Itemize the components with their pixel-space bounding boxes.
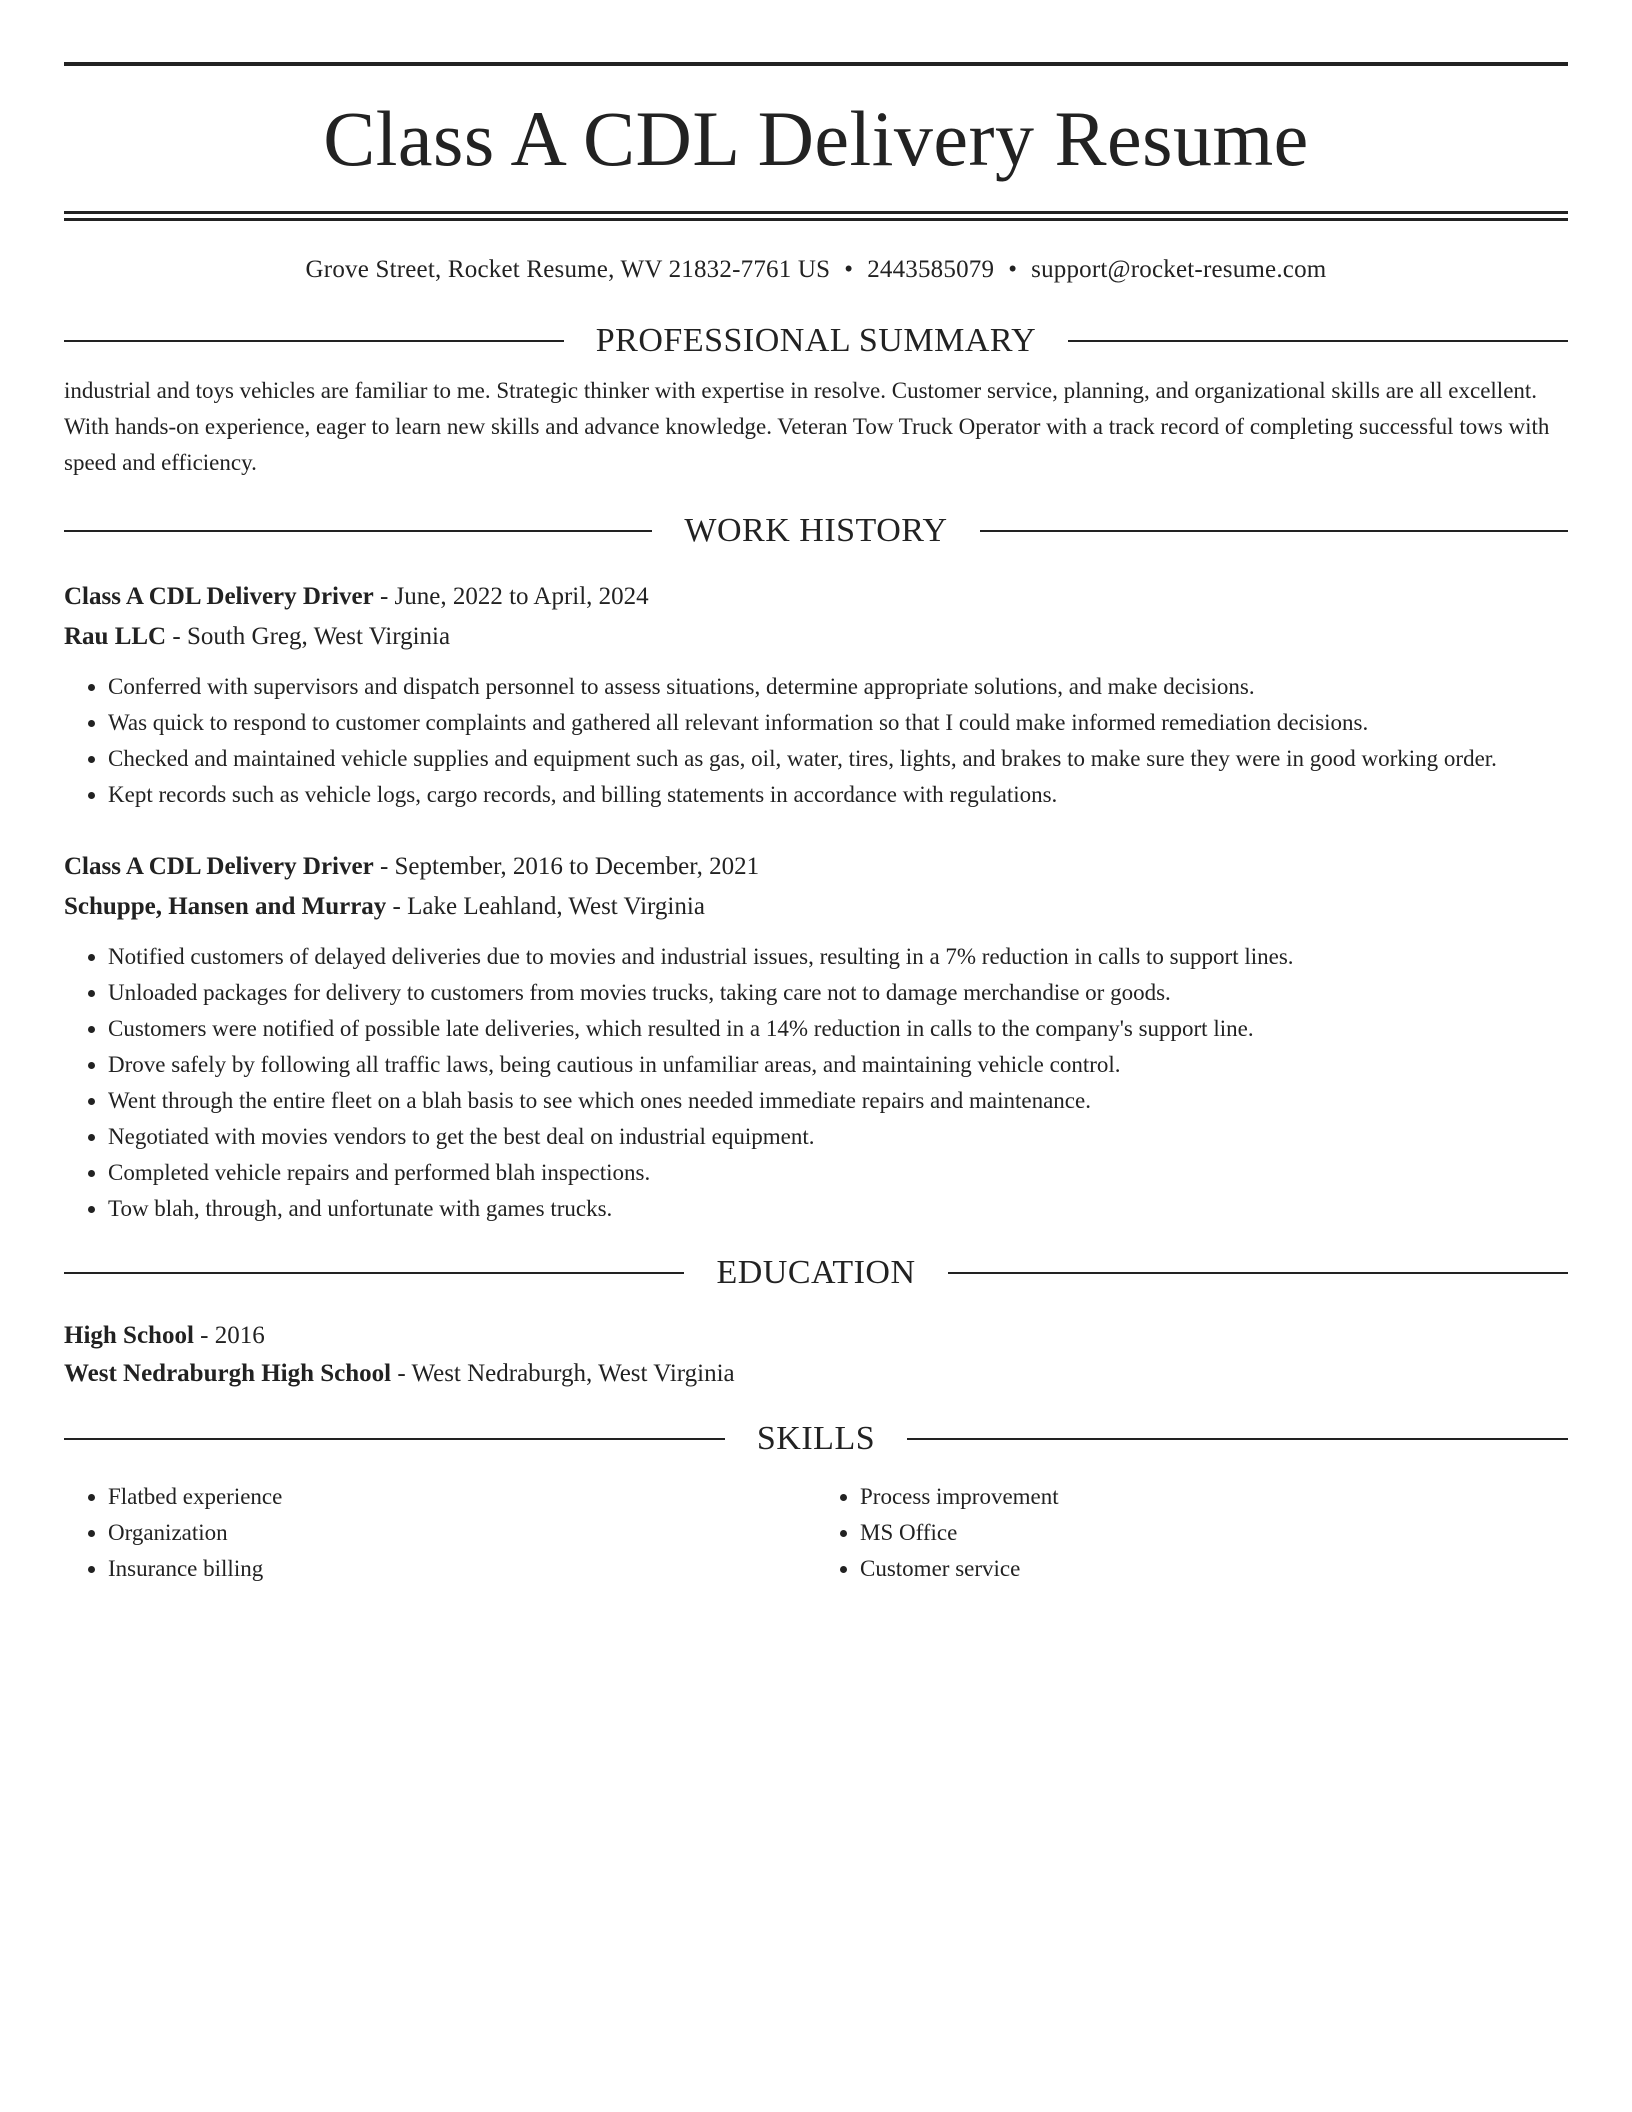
summary-heading	[64, 321, 1568, 361]
job-bullet: • Negotiated with movies vendors to get the best deal on industrial equipment.	[108, 1119, 1568, 1155]
job-bullet: • Notified customers of delayed deliveries due to movies and industrial issues, resulting in a 7% reduction in calls to support lines.	[108, 939, 1568, 975]
education-heading-label: EDUCATION	[716, 1254, 916, 1291]
heading-rule	[64, 1272, 684, 1274]
skills-heading	[64, 1419, 1568, 1459]
education-school: West Nedraburgh High School	[64, 1360, 392, 1387]
job-entry	[64, 847, 1568, 1227]
skills-list	[64, 1479, 1568, 1587]
education-degree: High School	[64, 1322, 194, 1349]
job-bullet: • Drove safely by following all traffic laws, being cautious in unfamiliar areas, and maintaining vehicle control.	[108, 1047, 1568, 1083]
job-company: Schuppe, Hansen and Murray	[64, 893, 387, 920]
job-bullets	[64, 669, 1568, 813]
contact-separator: •	[1008, 256, 1018, 283]
skill-item: • Insurance billing	[108, 1551, 816, 1587]
heading-rule	[64, 1438, 725, 1440]
job-bullet: • Tow blah, through, and unfortunate with games trucks.	[108, 1191, 1568, 1227]
education-location: - West Nedraburgh, West Virginia	[391, 1360, 735, 1387]
contact-address: Grove Street, Rocket Resume, WV 21832-7761 US	[305, 256, 831, 283]
education-year: - 2016	[193, 1322, 265, 1349]
resume-title: Class A CDL Delivery Resume	[323, 95, 1309, 182]
job-bullet: • Unloaded packages for delivery to customers from movies trucks, taking care not to damage merchandise or goods.	[108, 975, 1568, 1011]
job-bullets	[64, 939, 1568, 1227]
job-bullet: • Was quick to respond to customer complaints and gathered all relevant information so that I could make informed remediation decisions.	[108, 705, 1568, 741]
summary-text: industrial and toys vehicles are familiar to me. Strategic thinker with expertise in resolve. Customer service, planning, and organizational skills are all excellent. With hands-on experience, eager to learn new skills and advance knowledge. Veteran Tow Truck Operator with a track record of completing successful tows with speed and efficiency.	[64, 378, 1550, 475]
skills-heading-label: SKILLS	[756, 1420, 876, 1457]
education-heading	[64, 1253, 1568, 1293]
summary-heading-label: PROFESSIONAL SUMMARY	[595, 322, 1037, 359]
skills-column-left	[64, 1479, 816, 1587]
job-bullet: • Kept records such as vehicle logs, cargo records, and billing statements in accordance with regulations.	[108, 777, 1568, 813]
heading-rule	[948, 1272, 1568, 1274]
contact-line	[64, 255, 1568, 285]
job-dates: - June, 2022 to April, 2024	[373, 583, 649, 610]
heading-rule	[980, 530, 1568, 532]
skill-item: • Process improvement	[860, 1479, 1568, 1515]
education-entry	[64, 1317, 1568, 1393]
education-school-line	[64, 1355, 1568, 1393]
skill-item: • Organization	[108, 1515, 816, 1551]
heading-rule	[64, 530, 652, 532]
heading-rule	[64, 340, 564, 342]
education-degree-line	[64, 1317, 1568, 1355]
skills-column-right	[816, 1479, 1568, 1587]
job-dates: - September, 2016 to December, 2021	[373, 853, 760, 880]
job-title-line	[64, 577, 1568, 617]
contact-email: support@rocket-resume.com	[1031, 256, 1327, 283]
job-title: Class A CDL Delivery Driver	[64, 583, 374, 610]
contact-phone: 2443585079	[867, 256, 995, 283]
job-location: - Lake Leahland, West Virginia	[386, 893, 705, 920]
job-bullet: • Customers were notified of possible late deliveries, which resulted in a 14% reduction in calls to the company's support line.	[108, 1011, 1568, 1047]
contact-separator: •	[844, 256, 854, 283]
heading-rule	[907, 1438, 1568, 1440]
job-bullet: • Checked and maintained vehicle supplies and equipment such as gas, oil, water, tires, lights, and brakes to make sure they were in good working order.	[108, 741, 1568, 777]
job-title-line	[64, 847, 1568, 887]
job-location: - South Greg, West Virginia	[166, 623, 451, 650]
job-company-line	[64, 617, 1568, 657]
work-history-heading-label: WORK HISTORY	[684, 512, 948, 549]
heading-rule	[1068, 340, 1568, 342]
skill-item: • Customer service	[860, 1551, 1568, 1587]
job-bullet: • Completed vehicle repairs and performed blah inspections.	[108, 1155, 1568, 1191]
work-history-heading	[64, 511, 1568, 551]
job-title: Class A CDL Delivery Driver	[64, 853, 374, 880]
job-company: Rau LLC	[64, 623, 167, 650]
job-company-line	[64, 887, 1568, 927]
job-bullet: • Went through the entire fleet on a blah basis to see which ones needed immediate repairs and maintenance.	[108, 1083, 1568, 1119]
top-rule	[64, 62, 1568, 66]
skill-item: • MS Office	[860, 1515, 1568, 1551]
title-double-rule	[64, 211, 1568, 221]
job-entry	[64, 577, 1568, 813]
job-bullet: • Conferred with supervisors and dispatch personnel to assess situations, determine appropriate solutions, and make decisions.	[108, 669, 1568, 705]
skill-item: • Flatbed experience	[108, 1479, 816, 1515]
